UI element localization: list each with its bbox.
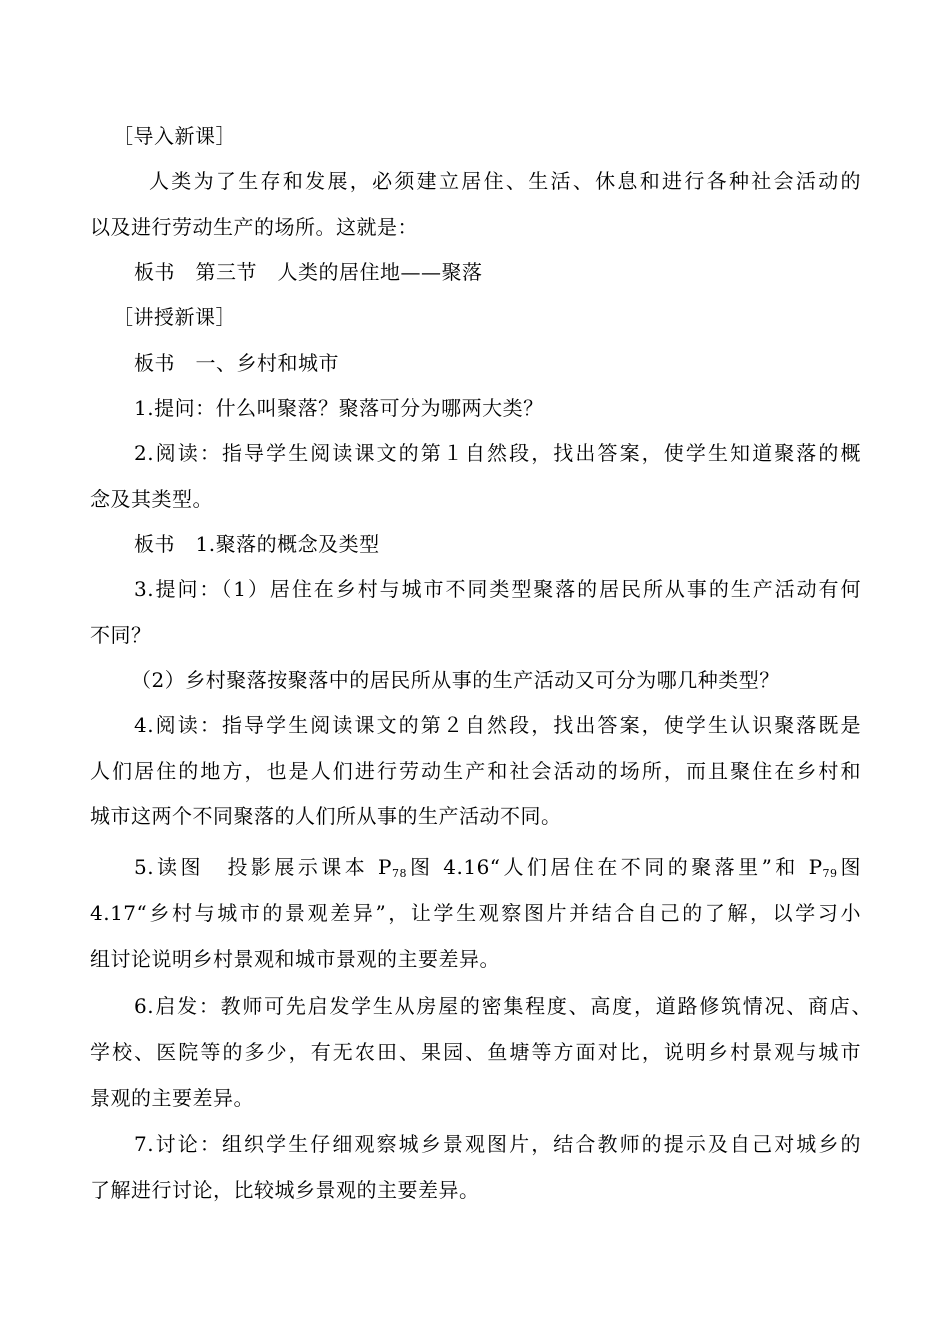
step-6-hint-line-1: 6.启发：教师可先启发学生从房屋的密集程度、高度，道路修筑情况、商店、	[134, 994, 872, 1018]
board-heading-two: 板书 1.聚落的概念及类型	[134, 532, 380, 556]
step-5-figure-reading-line-3: 组讨论说明乡村景观和城市景观的主要差异。	[90, 947, 500, 971]
step-1-question: 1.提问：什么叫聚落？聚落可分为哪两大类？	[134, 396, 544, 420]
step-3-question-line-2: 不同？	[90, 623, 152, 647]
step-5-text-b: 图 4.16“人们居住在不同的聚落里”和 P	[407, 855, 823, 879]
step-6-hint-line-3: 景观的主要差异。	[90, 1086, 254, 1110]
step-4-reading-line-1: 4.阅读：指导学生阅读课文的第２自然段，找出答案，使学生认识聚落既是	[134, 713, 861, 737]
page-subscript-78: 78	[392, 867, 408, 880]
step-3-question-line-1: 3.提问：（1）居住在乡村与城市不同类型聚落的居民所从事的生产活动有何	[134, 577, 861, 601]
page-subscript-79: 79	[822, 867, 838, 880]
section-heading-teach: ［讲授新课］	[113, 305, 236, 329]
step-4-reading-line-2: 人们居住的地方，也是人们进行劳动生产和社会活动的场所，而且聚住在乡村和	[90, 759, 861, 783]
step-2-reading-line-1: 2.阅读：指导学生阅读课文的第１自然段，找出答案，使学生知道聚落的概	[134, 441, 861, 465]
step-5-figure-reading-line-1	[134, 852, 861, 882]
step-5-text-a: 5.读图 投影展示课本 P	[134, 855, 393, 879]
step-5-figure-reading-line-2: 4.17“乡村与城市的景观差异”，让学生观察图片并结合自己的了解，以学习小	[90, 901, 861, 925]
step-7-discussion-line-2: 了解进行讨论，比较城乡景观的主要差异。	[90, 1178, 480, 1202]
board-title: 板书 第三节 人类的居住地——聚落	[134, 260, 483, 284]
step-3-subquestion-2: （2）乡村聚落按聚落中的居民所从事的生产活动又可分为哪几种类型？	[131, 668, 780, 692]
step-5-text-c: 图	[837, 855, 861, 879]
step-2-reading-line-2: 念及其类型。	[90, 487, 213, 511]
section-heading-intro: ［导入新课］	[113, 124, 236, 148]
step-7-discussion-line-1: 7.讨论：组织学生仔细观察城乡景观图片，结合教师的提示及自己对城乡的	[134, 1132, 861, 1156]
step-4-reading-line-3: 城市这两个不同聚落的人们所从事的生产活动不同。	[90, 804, 562, 828]
step-6-hint-line-2: 学校、医院等的多少，有无农田、果园、鱼塘等方面对比，说明乡村景观与城市	[90, 1040, 861, 1064]
board-heading-one: 板书 一、乡村和城市	[134, 351, 339, 375]
paragraph-intro-line-1: 人类为了生存和发展，必须建立居住、生活、休息和进行各种社会活动的	[149, 169, 861, 193]
paragraph-intro-line-2: 以及进行劳动生产的场所。这就是：	[90, 215, 418, 239]
